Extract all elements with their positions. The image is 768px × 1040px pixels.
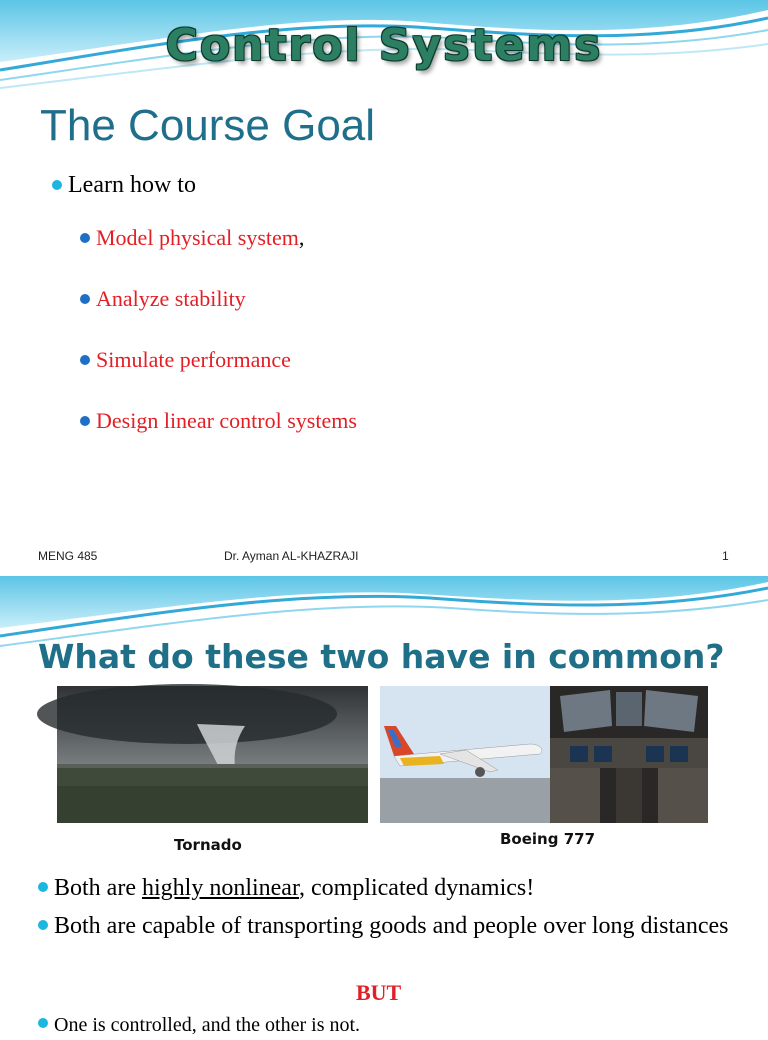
sub-bullet-4 — [80, 406, 357, 436]
bullet-lead-text: Learn how to — [68, 172, 196, 198]
bullet-controlled — [38, 1010, 360, 1040]
slide-title: What do these two have in common? — [38, 637, 725, 676]
cockpit-photo — [550, 686, 708, 823]
sub-bullet-2 — [80, 284, 246, 314]
bullet-transport — [38, 911, 758, 941]
bullet-text: Both are capable of transporting goods and people over long distances — [54, 913, 729, 939]
boeing-777-photo — [380, 686, 550, 823]
footer-author: Dr. Ayman AL-KHAZRAJI — [224, 549, 359, 563]
bullet-dot-icon — [38, 882, 48, 892]
bullet-lead — [52, 170, 196, 200]
bullet-text-pre: Both are — [54, 875, 142, 901]
bullet-dot-icon — [80, 294, 90, 304]
bullet-dot-icon — [80, 355, 90, 365]
bullet-dot-icon — [38, 1018, 48, 1028]
slide-title: The Course Goal — [40, 101, 376, 150]
boeing-caption: Boeing 777 — [500, 830, 596, 848]
bullet-text-post: , complicated dynamics! — [299, 875, 535, 901]
bullet-dot-icon — [52, 180, 62, 190]
sub-bullet-text: Design linear control systems — [96, 408, 357, 433]
sub-bullet-1 — [80, 223, 304, 253]
sub-bullet-suffix: , — [298, 225, 305, 250]
footer-page-number: 1 — [722, 549, 729, 563]
but-label: BUT — [356, 980, 402, 1005]
banner-title: Control Systems — [165, 20, 603, 71]
slide-2 — [0, 576, 768, 1036]
sub-bullet-3 — [80, 345, 291, 375]
bullet-dot-icon — [80, 233, 90, 243]
sub-bullet-text: Analyze stability — [96, 286, 246, 311]
tornado-caption: Tornado — [174, 836, 242, 854]
bullet-nonlinear — [38, 873, 534, 903]
bullet-text: One is controlled, and the other is not. — [54, 1014, 361, 1036]
bullet-dot-icon — [38, 920, 48, 930]
bullet-text-underlined: highly nonlinear — [141, 875, 299, 901]
sub-bullet-text: Simulate performance — [96, 347, 291, 372]
sub-bullet-text: Model physical system — [96, 225, 299, 250]
tornado-photo — [57, 686, 368, 823]
bullet-dot-icon — [80, 416, 90, 426]
footer-course: MENG 485 — [38, 549, 98, 563]
